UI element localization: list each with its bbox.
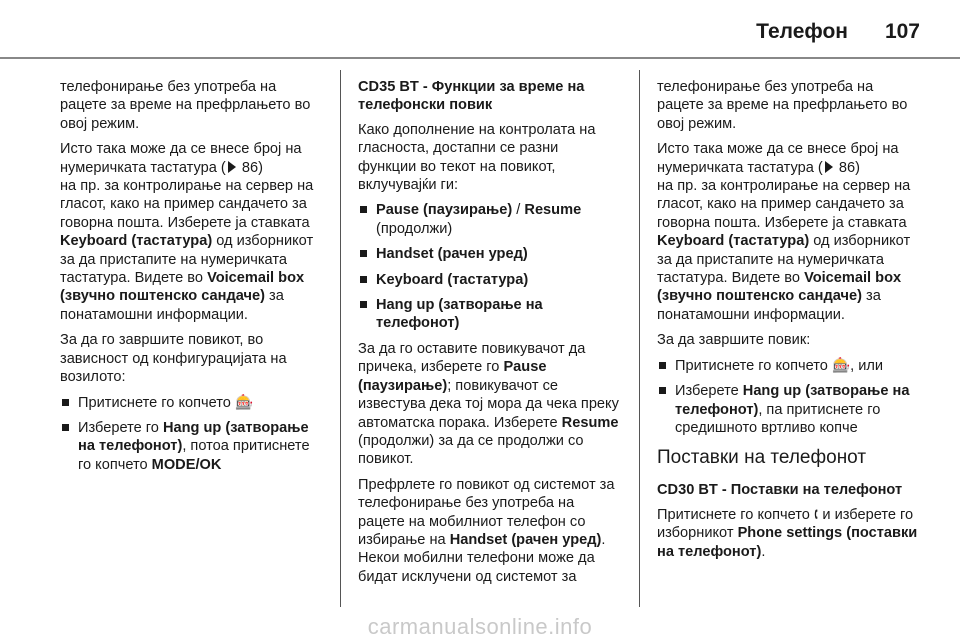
header-divider	[0, 57, 960, 59]
text: Изберете го	[78, 419, 163, 436]
section-title: Поставки на телефонот	[657, 447, 867, 469]
bullet-icon	[360, 206, 367, 213]
paragraph: телефонирање без употреба на рацете за време на префрлањето во овој режим.	[60, 79, 311, 132]
list-item	[358, 245, 620, 263]
text: /	[512, 202, 525, 219]
text: Префрлете го повикот од системот за телефонирање без употреба на рацете на мобилниот телефон со избирање на	[358, 476, 615, 548]
paragraph	[358, 476, 620, 586]
text: за понатамошни информации.	[657, 288, 881, 323]
bullet-list	[60, 394, 322, 475]
text: и изберете го изборникот	[657, 506, 914, 542]
text: Изберете	[675, 383, 743, 400]
bullet-icon	[659, 362, 666, 369]
list-item	[657, 357, 919, 375]
column-2	[358, 78, 620, 593]
paragraph: Како дополнение на контролата на гласноста, достапни се разни функции во текот на повикот, вклучувајќи ги:	[358, 121, 596, 194]
list-item	[60, 419, 322, 474]
text: , или	[850, 357, 884, 374]
column-3	[657, 78, 919, 568]
bullet-icon	[360, 301, 367, 308]
menu-item-ref: Voicemail box (звучно поштенско сандаче)	[60, 270, 305, 305]
text: Притиснете го копчето	[675, 357, 832, 374]
text: , потоа притиснете го копчето	[78, 438, 310, 473]
menu-item-ref: Keyboard (тастатура)	[657, 233, 810, 250]
text: од изборникот за да пристапите на нумеричката тастатура. Видете во	[60, 233, 314, 287]
page-ref-arrow-icon	[228, 161, 236, 173]
text: За да го оставите повикувачот да причека, изберете го	[358, 340, 586, 376]
list-item	[358, 271, 620, 289]
bullet-icon	[659, 387, 666, 394]
bullet-icon	[360, 250, 367, 257]
page-ref: 86)	[838, 159, 860, 176]
paragraph: За да завршите повик:	[657, 332, 811, 349]
bullet-icon	[62, 424, 69, 431]
column-divider	[639, 70, 640, 607]
text: . Некои мобилни телефони може да бидат исклучени од системот за	[358, 531, 606, 585]
text: (продолжи)	[376, 220, 453, 237]
page-header	[0, 0, 960, 58]
bullet-icon	[360, 276, 367, 283]
menu-item-ref: Voicemail box (звучно поштенско сандаче)	[657, 270, 902, 305]
menu-item-ref: Hang up (затворање на телефонот)	[675, 383, 910, 418]
menu-item-ref: Handset (рачен уред)	[449, 531, 602, 548]
paragraph	[358, 340, 620, 469]
section-heading: CD35 BT - Функции за време на телефонски повик	[358, 79, 585, 114]
watermark: carmanualsonline.info	[367, 614, 593, 639]
text: Исто така може да се внесе број на нумеричката тастатура (	[60, 141, 302, 176]
menu-item-ref: Pause (паузирање)	[358, 359, 547, 394]
list-item	[358, 296, 620, 333]
page-title: Телефон	[756, 20, 848, 43]
page-number: 107	[884, 20, 920, 43]
text: .	[761, 543, 766, 560]
hang-up-icon: 🎰	[234, 394, 254, 411]
text: на пр. за контролирање на сервер на гласот, како на пример сандачето за говорна пошта. Изберете ја ставката	[657, 178, 911, 231]
paragraph	[60, 140, 322, 324]
section-heading: CD30 BT - Поставки на телефонот	[657, 482, 903, 499]
page-ref-arrow-icon	[825, 161, 833, 173]
list-item	[657, 382, 919, 437]
menu-item-ref: Phone settings (поставки на телефонот)	[657, 525, 918, 560]
menu-item-ref: Resume	[561, 414, 619, 431]
bullet-list	[358, 201, 620, 332]
menu-item-ref: Handset (рачен уред)	[376, 246, 528, 263]
text: Притиснете го копчето	[78, 394, 235, 411]
menu-item-ref: Keyboard (тастатура)	[376, 271, 529, 288]
text: Исто така може да се внесе број на нумеричката тастатура (	[657, 141, 899, 176]
text: на пр. за контролирање на сервер на гласот, како на пример сандачето за говорна пошта. Изберете ја ставката	[60, 178, 314, 231]
button-ref: MODE/OK	[151, 456, 222, 473]
paragraph	[657, 506, 919, 561]
text: ; повикувачот се известува дека тој мора да чека преку автоматска порака. Изберете	[358, 377, 619, 431]
paragraph: За да го завршите повикот, во зависност од конфигурацијата на возилото:	[60, 332, 287, 386]
list-item	[60, 394, 322, 412]
phone-icon: 🕻	[813, 506, 819, 523]
text: од изборникот за да пристапите на нумеричката тастатура. Видете во	[657, 233, 911, 287]
menu-item-ref: Resume	[524, 202, 582, 219]
menu-item-ref: Pause (паузирање)	[376, 202, 513, 219]
text: Притиснете го копчето	[657, 506, 814, 523]
column-divider	[340, 70, 341, 607]
bullet-list	[657, 357, 919, 438]
paragraph: телефонирање без употреба на рацете за време на префрлањето во овој режим.	[657, 79, 908, 132]
text: за понатамошни информации.	[60, 288, 284, 323]
paragraph	[657, 140, 919, 324]
menu-item-ref: Keyboard (тастатура)	[60, 233, 213, 250]
menu-item-ref: Hang up (затворање на телефонот)	[376, 297, 543, 332]
bullet-icon	[62, 399, 69, 406]
column-1	[60, 78, 322, 481]
page-ref: 86)	[241, 159, 263, 176]
hang-up-icon: 🎰	[831, 357, 851, 374]
menu-item-ref: Hang up (затворање на телефонот)	[78, 419, 309, 455]
list-item	[358, 201, 620, 238]
text: (продолжи) за да се продолжи со повикот.	[358, 432, 584, 468]
text: , па притиснете го средишното вртливо копче	[675, 401, 881, 436]
